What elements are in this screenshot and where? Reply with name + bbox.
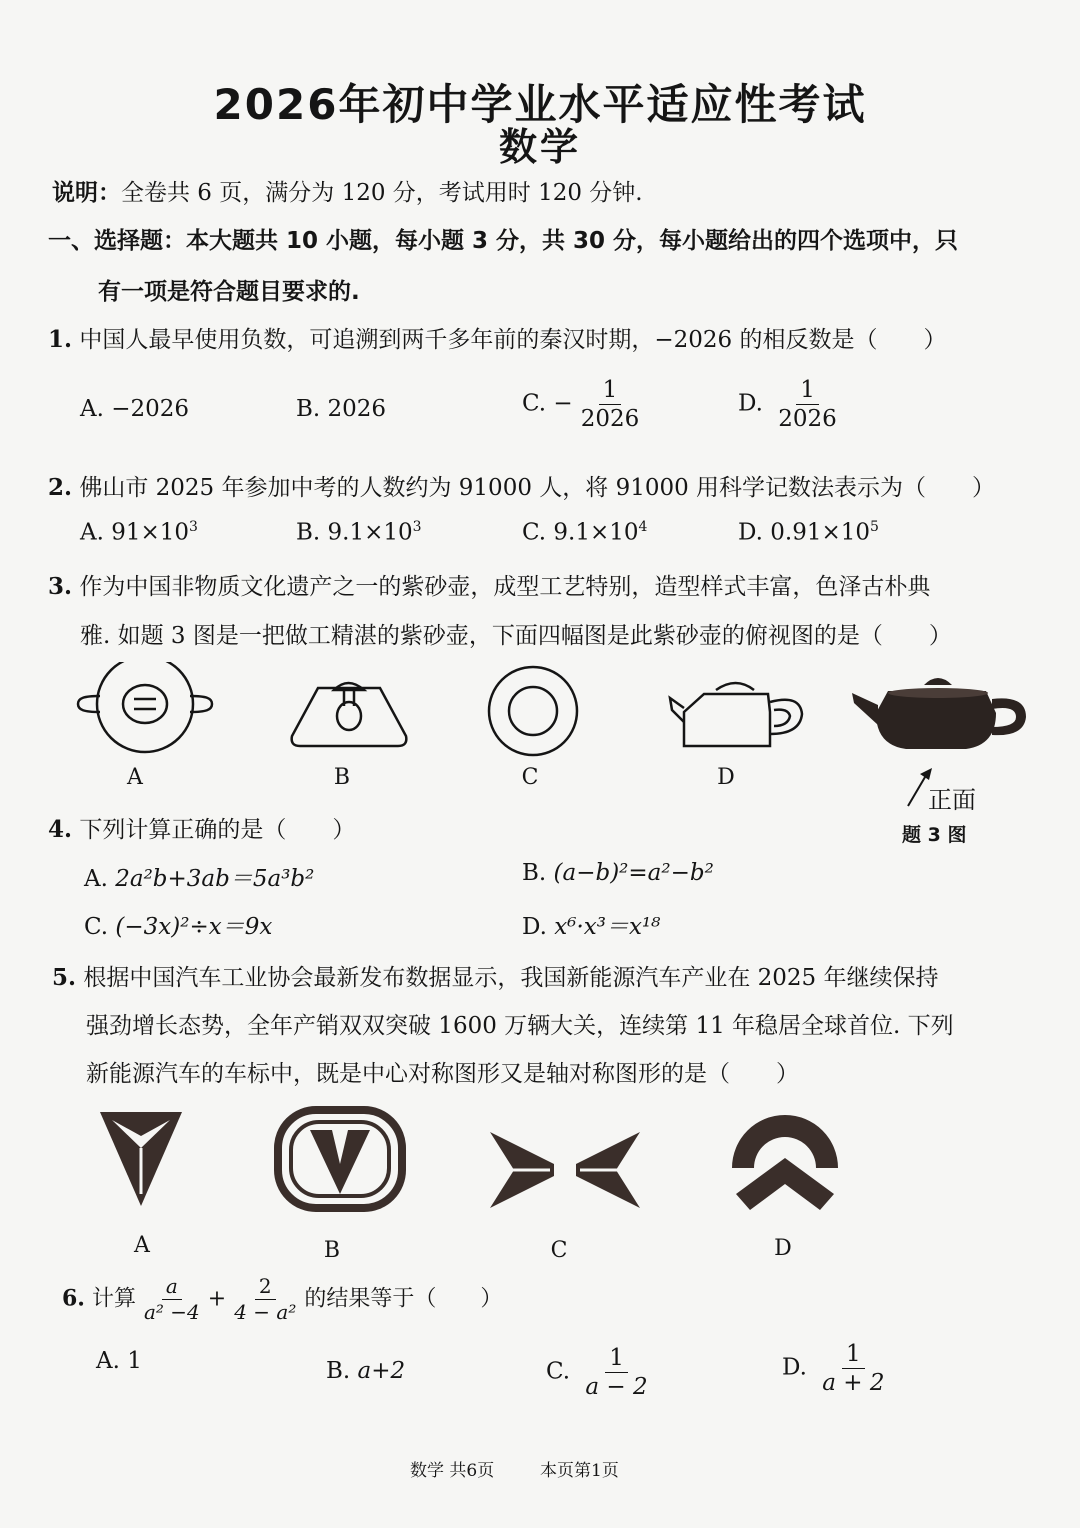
teapot-view-b-figure (288, 670, 410, 752)
question-prefix: 计算 (91, 1286, 136, 1312)
option-label: A. (96, 1348, 120, 1374)
section-heading-line2: 有一项是符合题目要求的. (98, 279, 360, 305)
q1-option-b (296, 396, 386, 422)
front-label: 正面 (928, 786, 976, 814)
fraction (577, 378, 644, 431)
option-base: 9.1×10 (553, 519, 639, 546)
denominator: a − 2 (585, 1374, 648, 1401)
option-base: 9.1×10 (327, 519, 413, 546)
fraction (818, 1342, 888, 1395)
option-label: B. (296, 519, 321, 546)
section-heading-line1: 一、选择题：本大题共 10 小题，每小题 3 分，共 30 分，每小题给出的四个选项中，只 (48, 228, 959, 254)
denominator: 4 − a² (234, 1300, 297, 1324)
question-text: 下列计算正确的是（ ） (79, 817, 356, 843)
numerator: 1 (605, 1346, 628, 1373)
option-label: A. (80, 396, 104, 422)
teapot-photo (846, 665, 1032, 755)
option-base: 0.91×10 (770, 519, 870, 546)
car-logo-d-figure (728, 1114, 842, 1214)
option-value: 2026 (327, 396, 387, 422)
question-number: 6. (62, 1285, 85, 1312)
denominator: a² −4 (143, 1300, 200, 1324)
option-label: C. (522, 390, 547, 417)
q1-option-a (80, 396, 189, 422)
q1-option-d (738, 378, 845, 431)
option-value: 1 (127, 1348, 142, 1374)
question-text: 中国人最早使用负数，可追溯到两千多年前的秦汉时期，−2026 的相反数是（ ） (79, 327, 947, 353)
option-label: D. (782, 1354, 807, 1381)
question-suffix: 的结果等于（ ） (304, 1286, 503, 1312)
q4-option-a (84, 860, 314, 893)
question-text-line1: 根据中国汽车工业协会最新发布数据显示，我国新能源汽车产业在 2025 年继续保持 (83, 965, 939, 991)
option-label: B. (326, 1358, 351, 1384)
q2-option-b (296, 519, 422, 546)
question-number: 2. (48, 474, 73, 501)
option-base: 91×10 (111, 519, 190, 546)
option-value: a+2 (357, 1358, 406, 1384)
numerator: 1 (842, 1342, 865, 1369)
option-expression: (a−b)²=a²−b² (553, 860, 714, 886)
option-exponent: 3 (189, 519, 198, 535)
q6-option-a (96, 1348, 142, 1374)
option-label: D. (738, 390, 763, 417)
plus-sign: + (207, 1286, 227, 1312)
question-number: 3. (48, 573, 73, 600)
q6-option-c (546, 1346, 656, 1399)
fraction-2 (230, 1276, 300, 1323)
question-2 (48, 469, 995, 502)
q3-label-c: C (521, 765, 539, 790)
question-1 (48, 321, 946, 354)
question-5 (52, 959, 938, 992)
q5-label-a: A (134, 1233, 150, 1258)
question-6 (62, 1276, 502, 1323)
option-label: A. (84, 866, 108, 892)
option-label: C. (522, 519, 547, 546)
exam-subject: 数学 (498, 125, 581, 169)
question-number: 4. (48, 816, 73, 843)
fraction (774, 378, 841, 431)
q4-option-c (84, 908, 272, 941)
question-3 (48, 568, 930, 601)
denominator: 2026 (580, 406, 640, 433)
car-logo-c-figure (484, 1126, 646, 1214)
question-5-line2: 强劲增长态势，全年产销双双突破 1600 万辆大关，连续第 11 年稳居全球首位. 下列 (86, 1013, 954, 1039)
q2-option-d (738, 519, 879, 546)
note-label: 说明： (52, 180, 121, 206)
exam-title: 2026年初中学业水平适应性考试 (213, 80, 867, 129)
denominator: 2026 (778, 406, 837, 433)
question-5-line3: 新能源汽车的车标中，既是中心对称图形又是轴对称图形的是（ ） (86, 1061, 799, 1087)
car-logo-b-figure (274, 1106, 406, 1212)
option-value: −2026 (111, 396, 190, 422)
option-label: C. (546, 1358, 571, 1385)
q3-label-d: D (717, 765, 735, 790)
teapot-view-a-figure (70, 662, 220, 757)
teapot-view-c-figure (486, 664, 580, 758)
option-label: C. (84, 914, 109, 940)
q5-label-d: D (774, 1236, 792, 1261)
question-4 (48, 811, 355, 844)
question-text: 佛山市 2025 年参加中考的人数约为 91000 人，将 91000 用科学记数法表示为（ ） (79, 475, 996, 501)
option-exponent: 5 (870, 519, 879, 535)
option-label: A. (80, 519, 104, 546)
option-expression: (−3x)²÷x＝9x (115, 914, 273, 940)
numerator: 2 (255, 1276, 276, 1300)
fraction-1 (140, 1276, 204, 1323)
q4-option-b (522, 860, 714, 886)
option-label: D. (522, 914, 547, 940)
footer-page-current: 本页第1页 (540, 1461, 619, 1481)
note-text: 全卷共 6 页，满分为 120 分，考试用时 120 分钟. (121, 180, 643, 206)
question-3-line2: 雅. 如题 3 图是一把做工精湛的紫砂壶，下面四幅图是此紫砂壶的俯视图的是（ ） (80, 623, 952, 649)
q3-label-a: A (127, 765, 143, 790)
option-label: B. (296, 396, 321, 422)
option-label: D. (738, 519, 763, 546)
denominator: a + 2 (822, 1370, 885, 1397)
q6-option-d (782, 1342, 893, 1395)
q5-label-c: C (550, 1238, 568, 1263)
option-expression: 2a²b+3ab＝5a³b² (115, 866, 315, 892)
question-number: 5. (52, 964, 77, 991)
teapot-view-d-figure (664, 672, 806, 752)
question-text-line1: 作为中国非物质文化遗产之一的紫砂壶，成型工艺特别，造型样式丰富，色泽古朴典 (79, 574, 931, 600)
footer-page-total: 数学 共6页 (410, 1461, 495, 1481)
option-expression: x⁶·x³＝x¹⁸ (554, 914, 661, 940)
option-label: B. (522, 860, 547, 886)
option-sign: − (553, 390, 573, 417)
fraction (581, 1346, 651, 1399)
q1-option-c (522, 378, 647, 431)
car-logo-a-figure (98, 1108, 184, 1208)
question-number: 1. (48, 326, 73, 353)
numerator: a (162, 1276, 182, 1300)
q2-option-c (522, 519, 647, 546)
figure-caption: 题 3 图 (902, 824, 967, 846)
q2-option-a (80, 519, 198, 546)
exam-note (52, 174, 643, 207)
q3-label-b: B (333, 765, 351, 790)
option-exponent: 3 (412, 519, 422, 535)
q6-option-b (326, 1358, 405, 1384)
option-exponent: 4 (638, 519, 648, 535)
numerator: 1 (599, 378, 622, 405)
q4-option-d (522, 908, 660, 941)
numerator: 1 (796, 378, 819, 405)
q5-label-b: B (323, 1238, 341, 1263)
